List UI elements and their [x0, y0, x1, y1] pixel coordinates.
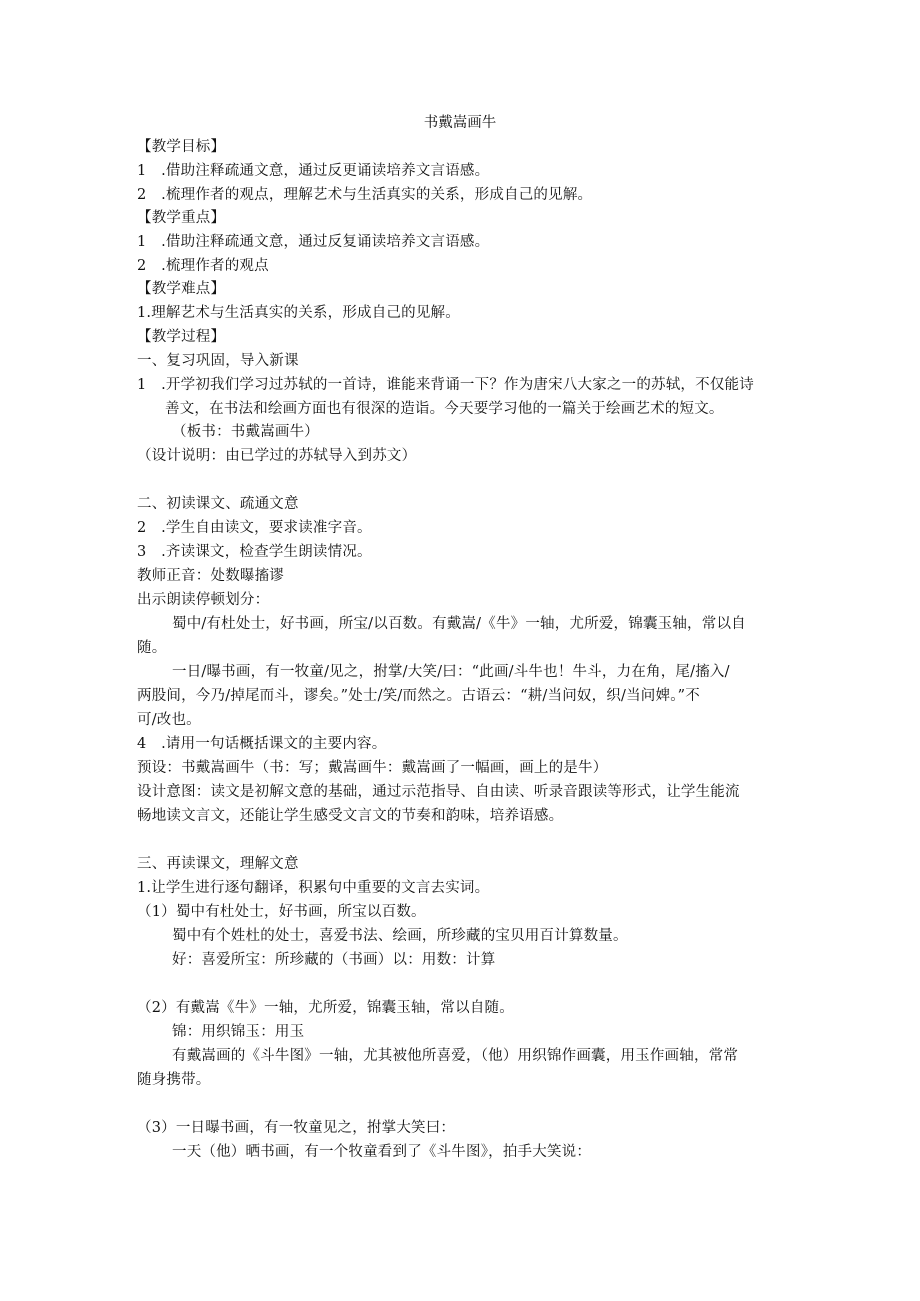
text-paragraph-2-cont: 两股间，今乃/掉尾而斗，谬矣。”处士/笑/而然之。古语云：“耕/当问奴，织/当问婢。”不	[137, 688, 700, 704]
sentence-2-vocab: 锦：用织锦玉：用玉	[172, 1024, 305, 1040]
key-point-2: 2 .梳理作者的观点	[137, 258, 269, 274]
part-2-step-4: 4 .请用一句话概括课文的主要内容。	[137, 736, 387, 752]
objective-2: 2 .梳理作者的观点，理解艺术与生活真实的关系，形成自己的见解。	[137, 187, 593, 203]
sentence-2: （2）有戴嵩《牛》一轴，尤所爱，锦囊玉轴，常以自随。	[137, 1000, 514, 1016]
section-heading-process: 【教学过程】	[137, 329, 226, 345]
design-intent: 设计意图：读文是初解文意的基础，通过示范指导、自由读、听录音跟读等形式，让学生能流	[137, 784, 740, 800]
text-paragraph-2-end: 可/改也。	[137, 712, 201, 728]
text-paragraph-1-cont: 随。	[137, 640, 167, 656]
document-title: 书戴嵩画牛	[423, 115, 497, 131]
key-point-1: 1 .借助注释疏通文意，通过反复诵读培养文言语感。	[137, 234, 490, 250]
sentence-3: （3）一日曝书画，有一牧童见之，拊掌大笑曰：	[137, 1120, 456, 1136]
sentence-1-vocab: 好：喜爱所宝：所珍藏的（书画）以：用数：计算	[172, 952, 496, 968]
pause-division-label: 出示朗读停顿划分：	[137, 592, 270, 608]
part-2-step-2: 2 .学生自由读文，要求读准字音。	[137, 520, 372, 536]
part-1-heading: 一、复习巩固，导入新课	[137, 353, 299, 369]
design-intent-cont: 畅地读文言文，还能让学生感受文言文的节奏和韵味，培养语感。	[137, 808, 564, 824]
pronunciation-note: 教师正音：处数曝搐谬	[137, 568, 284, 584]
sentence-2-translation: 有戴嵩画的《斗牛图》一轴，尤其被他所喜爱，（他）用织锦作画囊，用玉作画轴，常常	[172, 1048, 739, 1064]
part-3-heading: 三、再读课文，理解文意	[137, 856, 299, 872]
sentence-1-translation: 蜀中有个姓杜的处士，喜爱书法、绘画，所珍藏的宝贝用百计算数量。	[172, 928, 628, 944]
section-heading-difficulties: 【教学难点】	[137, 281, 226, 297]
sentence-3-translation: 一天（他）晒书画，有一个牧童看到了《斗牛图》，拍手大笑说：	[172, 1144, 592, 1160]
text-paragraph-1: 蜀中/有杜处士，好书画，所宝/以百数。有戴嵩/《牛》一轴，尤所爱，锦囊玉轴，常以自	[172, 616, 746, 632]
objective-1: 1 .借助注释疏通文意，通过反更诵读培养文言语感。	[137, 163, 490, 179]
text-paragraph-2: 一日/曝书画，有一牧童/见之，拊掌/大笑/曰：“此画/斗牛也！牛斗，力在角，尾/搐入/	[172, 664, 730, 680]
part-2-step-3: 3 .齐读课文，检查学生朗读情况。	[137, 544, 372, 560]
part-3-step-1: 1.让学生进行逐句翻译，积累句中重要的文言去实词。	[137, 880, 490, 896]
blackboard-note: （板书：书戴嵩画牛）	[172, 424, 319, 440]
preset-answer: 预设：书戴嵩画牛（书：写；戴嵩画牛：戴嵩画了一幅画，画上的是牛）	[137, 760, 608, 776]
sentence-2-translation-cont: 随身携带。	[137, 1072, 211, 1088]
section-heading-objectives: 【教学目标】	[137, 139, 226, 155]
part-1-step-1-cont: 善文，在书法和绘画方面也有很深的造诣。今天要学习他的一篇关于绘画艺术的短文。	[165, 401, 724, 417]
design-note-1: （设计说明：由已学过的苏轼导入到苏文）	[137, 448, 417, 464]
difficulty-1: 1.理解艺术与生活真实的关系，形成自己的见解。	[137, 305, 460, 321]
part-1-step-1: 1 .开学初我们学习过苏轼的一首诗，谁能来背诵一下？作为唐宋八大家之一的苏轼，不仅能诗	[137, 377, 754, 393]
sentence-1: （1）蜀中有杜处士，好书画，所宝以百数。	[137, 904, 426, 920]
section-heading-key-points: 【教学重点】	[137, 210, 226, 226]
part-2-heading: 二、初读课文、疏通文意	[137, 496, 299, 512]
